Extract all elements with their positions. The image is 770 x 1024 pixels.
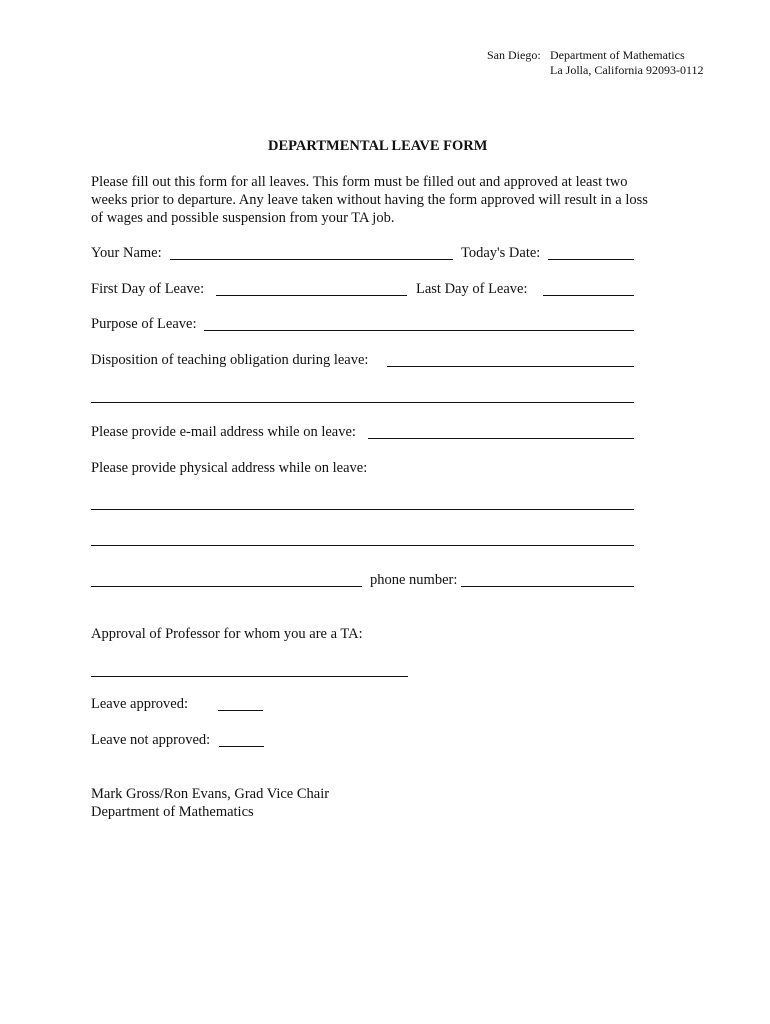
disposition-label: Disposition of teaching obligation during leave:: [91, 352, 369, 368]
approval-professor-label: Approval of Professor for whom you are a TA:: [91, 626, 363, 642]
your-name-field[interactable]: [170, 259, 453, 260]
leave-not-approved-field[interactable]: [219, 746, 264, 747]
disposition-field[interactable]: [387, 366, 634, 367]
intro-line-3: of wages and possible suspension from your TA job.: [91, 210, 395, 226]
phone-field[interactable]: [461, 586, 634, 587]
last-day-label: Last Day of Leave:: [416, 281, 528, 297]
phone-label: phone number:: [370, 572, 458, 588]
signature-department: Department of Mathematics: [91, 804, 254, 820]
todays-date-label: Today's Date:: [461, 245, 541, 261]
header-city: San Diego:: [487, 48, 541, 62]
leave-approved-label: Leave approved:: [91, 696, 189, 712]
leave-approved-field[interactable]: [218, 710, 263, 711]
signature-name: Mark Gross/Ron Evans, Grad Vice Chair: [91, 786, 330, 802]
email-field[interactable]: [368, 438, 634, 439]
physical-address-label: Please provide physical address while on leave:: [91, 460, 368, 476]
intro-line-1: Please fill out this form for all leaves. This form must be filled out and approved at least two: [91, 174, 628, 190]
last-day-field[interactable]: [543, 295, 634, 296]
purpose-field[interactable]: [204, 330, 634, 331]
physical-address-line-3[interactable]: [91, 586, 362, 587]
header-address: La Jolla, California 92093-0112: [550, 63, 704, 77]
todays-date-field[interactable]: [548, 259, 634, 260]
approval-signature-field[interactable]: [91, 676, 408, 677]
first-day-field[interactable]: [216, 295, 407, 296]
intro-line-2: weeks prior to departure. Any leave taken without having the form approved will result in a loss: [91, 192, 648, 208]
intro-paragraph: [91, 173, 691, 227]
leave-not-approved-label: Leave not approved:: [91, 732, 211, 748]
physical-address-line-1[interactable]: [91, 509, 634, 510]
header-department: Department of Mathematics: [550, 48, 685, 62]
physical-address-line-2[interactable]: [91, 545, 634, 546]
email-label: Please provide e-mail address while on leave:: [91, 424, 356, 440]
purpose-label: Purpose of Leave:: [91, 316, 197, 332]
form-title: DEPARTMENTAL LEAVE FORM: [268, 138, 488, 154]
disposition-field-line-2[interactable]: [91, 402, 634, 403]
your-name-label: Your Name:: [91, 245, 162, 261]
first-day-label: First Day of Leave:: [91, 281, 205, 297]
